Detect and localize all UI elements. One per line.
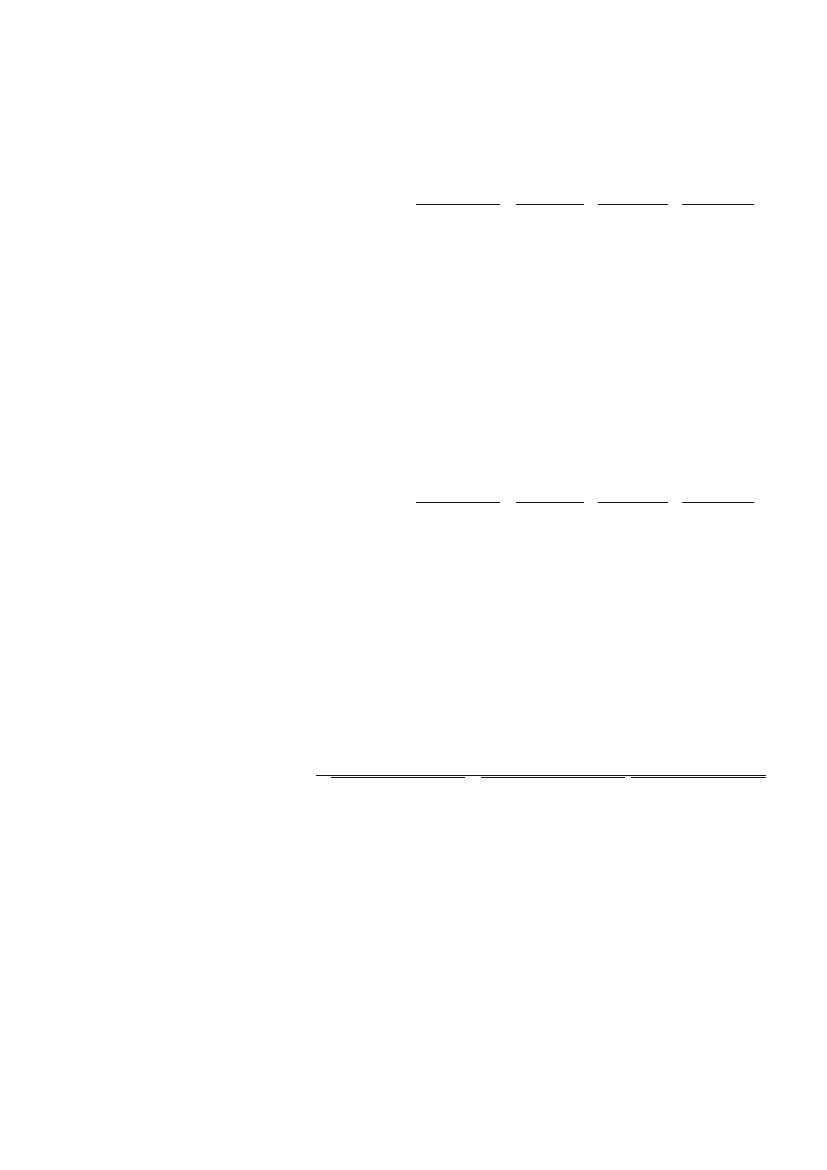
col-header-rmb: [598, 204, 668, 205]
col-header-exchange-rate: [516, 204, 584, 205]
period-header: [481, 777, 625, 778]
period-header: [631, 777, 766, 778]
col-header-rmb: [598, 502, 668, 503]
caption-rule: [316, 775, 766, 776]
col-header-exchange-rate: [516, 502, 584, 503]
col-header-foreign-currency: [416, 502, 500, 503]
period-header: [331, 777, 465, 778]
col-header-twd: [682, 502, 754, 503]
col-header-foreign-currency: [416, 204, 500, 205]
col-header-twd: [682, 204, 754, 205]
